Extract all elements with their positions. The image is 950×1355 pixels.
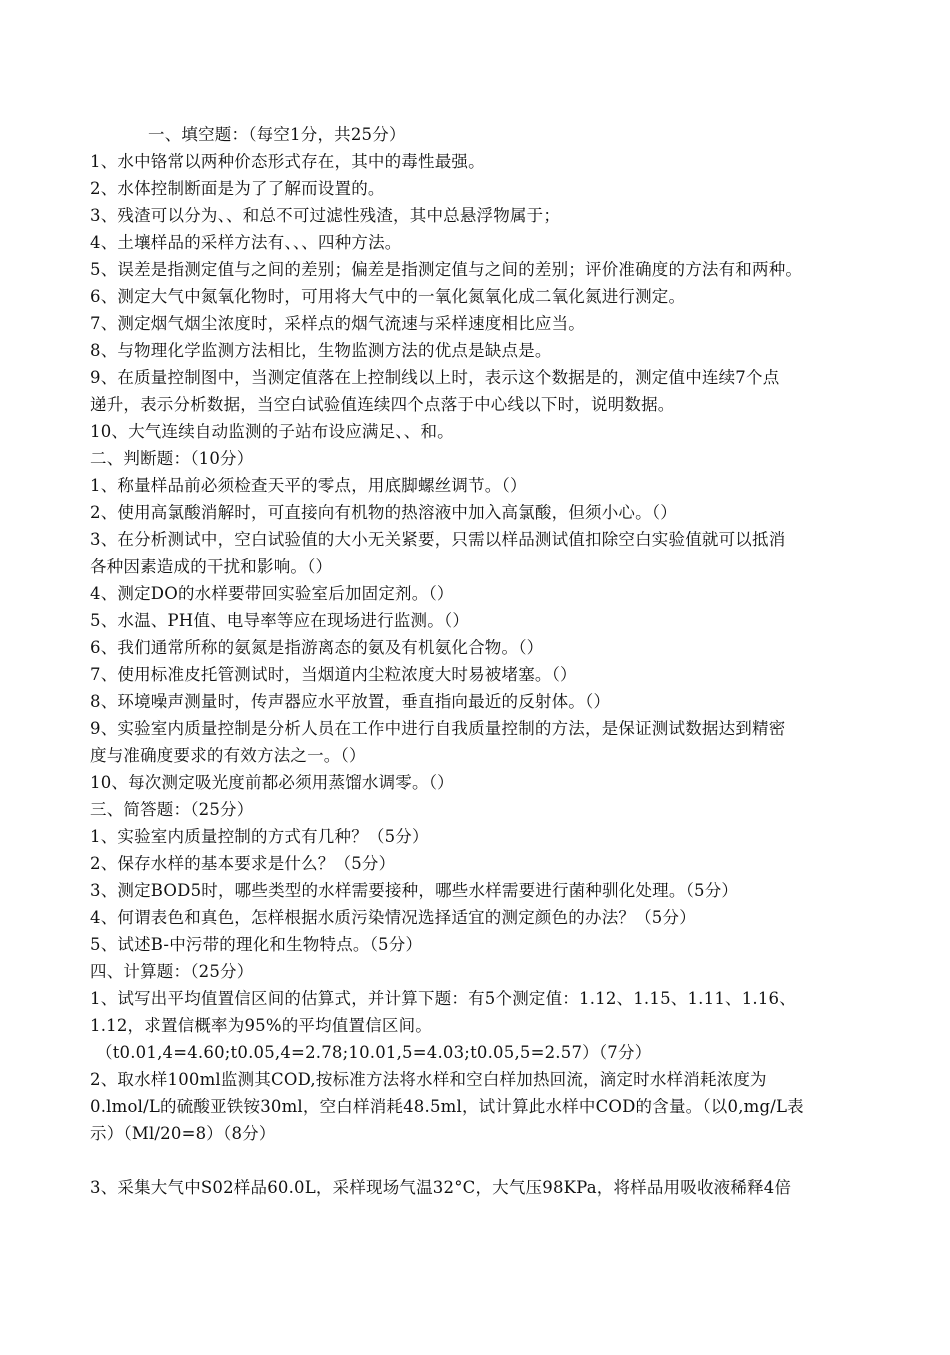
question-line-continued: 递升，表示分析数据，当空白试验值连续四个点落于中心线以下时，说明数据。 <box>90 395 675 414</box>
question-line-continued: 示）（Ml/20=8）（8分） <box>90 1124 276 1143</box>
question-line: 8、与物理化学监测方法相比，生物监测方法的优点是缺点是。 <box>90 341 552 360</box>
question-line: 7、使用标准皮托管测试时，当烟道内尘粒浓度大时易被堵塞。（） <box>90 665 577 684</box>
question-line: 10、大气连续自动监测的子站布设应满足、、和。 <box>90 422 454 441</box>
question-line: 4、土壤样品的采样方法有、、、四种方法。 <box>90 233 402 252</box>
question-line: 8、环境噪声测量时，传声器应水平放置，垂直指向最近的反射体。（） <box>90 692 611 711</box>
question-line: 1、称量样品前必须检查天平的零点，用底脚螺丝调节。（） <box>90 476 527 495</box>
question-line: 7、测定烟气烟尘浓度时，采样点的烟气流速与采样速度相比应当。 <box>90 314 585 333</box>
question-line: 1、试写出平均值置信区间的估算式，并计算下题：有5个测定值：1.12、1.15、1.11、1.16、 <box>90 989 796 1008</box>
question-line: 9、实验室内质量控制是分析人员在工作中进行自我质量控制的方法，是保证测试数据达到精密 <box>90 719 786 738</box>
question-line: 2、水体控制断面是为了了解而设置的。 <box>90 179 385 198</box>
question-line: 3、采集大气中S02样品60.0L，采样现场气温32°C，大气压98KPa，将样品用吸收液稀释4倍 <box>90 1178 792 1197</box>
section-title-fill-in: 一、填空题：（每空1分，共25分） <box>148 125 406 144</box>
question-line: 2、保存水样的基本要求是什么？（5分） <box>90 854 396 873</box>
question-line: 5、水温、PH值、电导率等应在现场进行监测。（） <box>90 611 470 630</box>
question-line-continued: （t0.01,4=4.60;t0.05,4=2.78;10.01,5=4.03;t0.05,5=2.57）（7分） <box>96 1043 652 1062</box>
question-line: 4、测定DO的水样要带回实验室后加固定剂。（） <box>90 584 454 603</box>
question-line: 5、误差是指测定值与之间的差别；偏差是指测定值与之间的差别；评价准确度的方法有和两种。 <box>90 260 803 279</box>
section-title-short-answer: 三、简答题：（25分） <box>90 800 254 819</box>
question-line: 1、水中铬常以两种价态形式存在，其中的毒性最强。 <box>90 152 485 171</box>
section-title-true-false: 二、判断题：（10分） <box>90 449 254 468</box>
question-line-continued: 0.lmol/L的硫酸亚铁铵30ml，空白样消耗48.5ml，试计算此水样中COD的含量。（以0,mg/L表 <box>90 1097 804 1116</box>
question-line: 2、使用高氯酸消解时，可直接向有机物的热溶液中加入高氯酸，但须小心。（） <box>90 503 677 522</box>
question-line-continued: 1.12，求置信概率为95%的平均值置信区间。 <box>90 1016 433 1035</box>
question-line: 3、在分析测试中，空白试验值的大小无关紧要，只需以样品测试值扣除空白实验值就可以抵消 <box>90 530 786 549</box>
question-line: 6、测定大气中氮氧化物时，可用将大气中的一氧化氮氧化成二氧化氮进行测定。 <box>90 287 686 306</box>
question-line: 9、在质量控制图中，当测定值落在上控制线以上时，表示这个数据是的，测定值中连续7个点 <box>90 368 780 387</box>
question-line: 2、取水样100ml监测其COD,按标准方法将水样和空白样加热回流，滴定时水样消耗浓度为 <box>90 1070 767 1089</box>
question-line-continued: 各种因素造成的干扰和影响。（） <box>90 557 333 576</box>
question-line: 3、残渣可以分为、、和总不可过滤性残渣，其中总悬浮物属于； <box>90 206 561 225</box>
question-line: 3、测定BOD5时，哪些类型的水样需要接种，哪些水样需要进行菌种驯化处理。（5分） <box>90 881 739 900</box>
question-line: 10、每次测定吸光度前都必须用蒸馏水调零。（） <box>90 773 454 792</box>
section-title-calculation: 四、计算题：（25分） <box>90 962 254 981</box>
question-line: 4、何谓表色和真色，怎样根据水质污染情况选择适宜的测定颜色的办法？（5分） <box>90 908 696 927</box>
question-line: 6、我们通常所称的氨氮是指游离态的氨及有机氨化合物。（） <box>90 638 544 657</box>
question-line-continued: 度与准确度要求的有效方法之一。（） <box>90 746 366 765</box>
question-line: 1、实验室内质量控制的方式有几种？（5分） <box>90 827 429 846</box>
question-line: 5、试述B-中污带的理化和生物特点。（5分） <box>90 935 423 954</box>
